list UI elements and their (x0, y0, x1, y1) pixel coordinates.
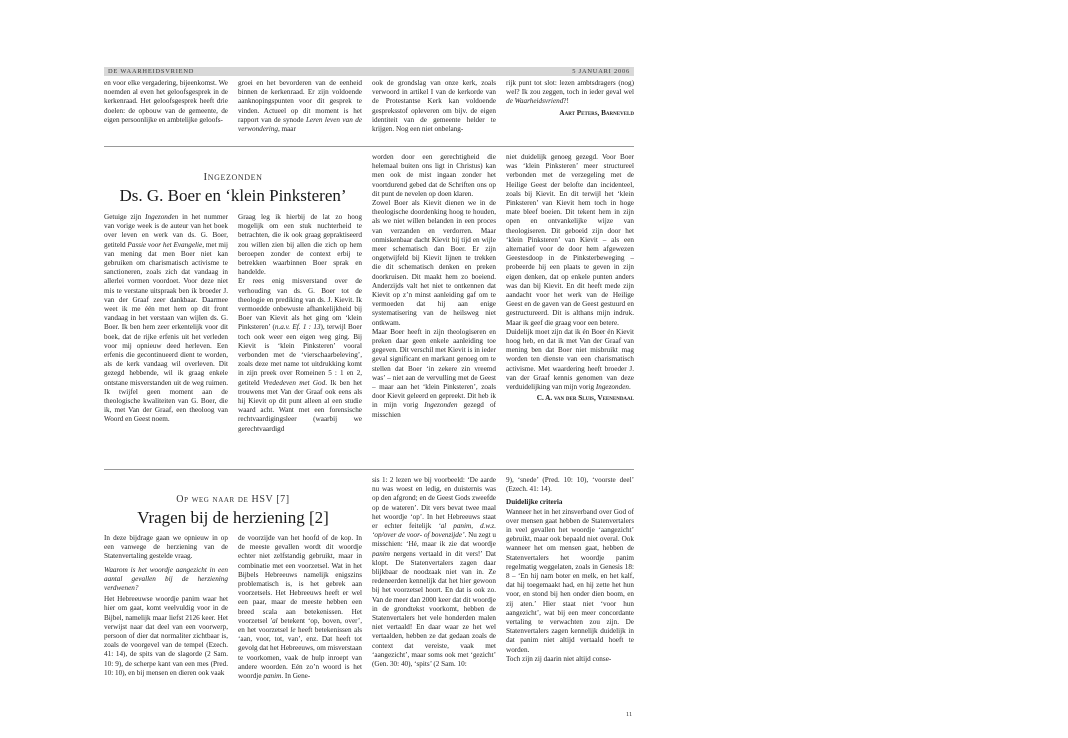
article1-column-2: Graag leg ik hierbij de lat zo hoog mogelijk om een stuk nuchterheid te betrachten, die ik ook graag gepraktiseerd zou willen zien bij allen die zich op hem beroepen zonder de context erbij te betrekken waarbinnen Boer sprak en handelde. Er rees enig misverstand over de verhouding van ds. G. Boer tot de theologie en prediking van ds. J. Kievit. Ik vermoedde onbewuste afhankelijkheid bij Boer van Kievit als het ging om ‘klein Pinksteren’ (n.a.v. Ef. 1 : 13), terwijl Boer toch ook weer een eigen weg ging. Bij Kievit is ‘klein Pinksteren’ vooral verbonden met de ‘vierschaarbeleving’, zoals deze met name tot uitdrukking komt in zijn preek over Romeinen 5 : 1 en 2, getiteld Vrededeven met God. Ik ben het trouwens met Van der Graaf ook eens als hij Kievit op dit punt alleen al een studie waard acht. Want met een forensische rechtvaardigingsleer (waarbij we gerechtvaardigd (238, 213, 362, 433)
article2-subhead: Duidelijke criteria (506, 498, 563, 507)
article1-kicker: Ingezonden (203, 171, 263, 183)
article2-column-2: de voorzijde van het hoofd of de kop. In de meeste gevallen wordt dit woordje echter niet zelfstandig gebruikt, maar in combinatie met een voorzetsel. Wat in het Bijbels Hebreeuws namelijk enigszins problematisch is, is het gebrek aan voorzetsels. Het Hebreeuws heeft er wel een paar, maar de meeste hebben een breed scala aan betekenissen. Het voorzetsel 'al betekent ‘op, boven, over’, en het voorzetsel le heeft betekenissen als ‘aan, voor, tot, van’, enz. Dat heeft tot gevolg dat het Hebreeuws, om misverstaan te voorkomen, vaak de hulp inroept van andere woorden. Eén zo’n woord is het woordje panim. In Gene- (238, 534, 362, 681)
article2-column-1: In deze bijdrage gaan we opnieuw in op een vanwege de herziening van de Statenvertaling gestelde vraag. Waarom is het woordje aangezicht in een aantal gevallen bij de herziening verdwenen? Het Hebreeuwse woordje panim waar het hier om gaat, komt veelvuldig voor in de Bijbel, namelijk maar liefst 2126 keer. Het verwijst naar dat deel van een voorwerp, persoon of dier dat normaliter zichtbaar is, zoals de voorgevel van de tempel (Ezech. 41: 14), de spits van de slagorde (2 Sam. 10: 9), de scherpe kant van een mes (Pred. 10: 10), en bij mensen en dieren ook vaak (104, 534, 228, 677)
publication-name: DE WAARHEIDSVRIEND (108, 68, 195, 75)
issue-date: 5 JANUARI 2006 (572, 68, 630, 75)
article1-column-3: worden door een gerechtigheid die helemaal buiten ons ligt in Christus) kan men ook de mist ingaan zonder het voortdurend gebed dat de Schriften ons op dit punt de nevelen op doen klaren. Zowel Boer als Kievit dienen we in de theologische doordenking hoog te houden, als we niet willen belanden in een proces van verzanden en verdorren. Maar onmiskenbaar dacht Kievit bij tijd en wijle meer schematisch dan Boer. Er zijn ongetwijfeld bij Kievit lijnen te trekken die dit schematisch denken en preken doorkruisen. Dit maakt hem zo boeiend. Anderzijds valt het niet te ontkennen dat Kievit op z’n minst aanleiding gaf om te vermoeden dat hij aan enige systematisering van de heilsweg niet ontkwam. Maar Boer heeft in zijn theologiseren en preken daar geen enkele aanleiding toe gegeven. Dit verschil met Kievit is in ieder geval significant en markant genoeg om te stellen dat Boer ‘in zekere zin vreemd was’ – niet aan de vervulling met de Geest – maar aan het ‘klein Pinksteren’, zoals door Kievit geleerd en gepreekt. Dit heb ik in mijn vorig Ingezonden gezegd of misschien (372, 153, 496, 419)
top-column-3: ook de grondslag van onze kerk, zoals verwoord in artikel I van de kerkorde van de Protestantse Kerk kan voldoende gespreksstof opleveren om bijv. de eigen identiteit van de gemeente helder te krijgen. Nog een niet onbelang- (372, 79, 496, 134)
article1-column-4: niet duidelijk genoeg gezegd. Voor Boer was ‘klein Pinksteren’ meer structureel verbonden met de verzegeling met de Heilige Geest der belofte dan incidenteel, zoals bij Kievit. En dit terwijl het ‘klein Pinksteren’ van Kievit hem toch in hoge mate bleef boeien. Dit tekent hem in zijn open en ontvankelijke wijze van theologiseren. Dit geboeid zijn door het ‘klein Pinksteren’ van Kievit – als een alternatief voor de door hem afgewezen Geestesdoop in de Pinksterbeweging – probeerde hij een plaats te geven in zijn eigen denken, dat op enkele punten anders was dan bij Kievit. En dit heeft mede zijn aandacht voor het werk van de Heilige Geest en de gaven van de Geest gestuurd en gestructureerd. Dit is althans mijn indruk. Maar ik geef die graag voor een betere. Duidelijk moet zijn dat ik én Boer én Kievit hoog heb, en dat ik met Van der Graaf van mening ben dat Boer niet misbruikt mag worden ten dienste van een charismatisch activisme. Met waardering heeft broeder J. van der Graaf kennis genomen van deze verduidelijking van mijn vorig Ingezonden. C. A. van der Sluis, Veenendaal (506, 153, 634, 403)
top-column-2: groei en het bevorderen van de eenheid binnen de kerkenraad. Er zijn voldoende aanknopingspunten voor dit gesprek te vinden. Actueel op dit moment is het rapport van de synode Leren leven van de verwondering, maar (238, 79, 362, 134)
top-column-4: rijk punt tot slot: lezen ambtsdragers (nog) wel? Ik zou zeggen, toch in ieder geval wel de Waarheidsvriend?! Aart Peters, Barneveld (506, 79, 634, 117)
article2-title: Vragen bij de herziening [2] (137, 508, 329, 527)
page-number: 11 (626, 711, 633, 718)
article2-column-4: 9), ‘snede’ (Pred. 10: 10), ‘voorste deel’ (Ezech. 41: 14). Duidelijke criteria Wanneer het in het zinsverband over God of over mensen gaat hebben de Statenvertalers in veel gevallen het woordje ‘aangezicht’ gebruikt, maar ook bepaald niet overal. Ook wanneer het om mensen gaat, hebben de Statenvertalers het woordje panim regelmatig weggelaten, zoals in Genesis 18: 8 – ‘En hij nam boter en melk, en het kalf, dat hij toegemaakt had, en hij zette het hun voor, en stond bij hen onder dien boom, en zij aten.’ Hier staat niet ‘voor hun aangezicht’, wat bij een meer concordante vertaling te verwachten zou zijn. De Statenvertalers zagen kennelijk duidelijk in dat panim niet altijd vertaald hoeft te worden. Toch zijn zij daarin niet altijd conse- (506, 476, 634, 663)
article2-kicker: Op weg naar de HSV [7] (176, 494, 290, 505)
article1-title: Ds. G. Boer en ‘klein Pinksteren’ (119, 186, 347, 205)
top-column-1: en voor elke vergadering, bijeenkomst. We noemden al even het geloofsgesprek in de kerkenraad. Het geloofsgesprek heeft drie doelen: de opbouw van de gemeente, de eigen persoonlijke en ambtelijke geloofs- (104, 79, 228, 124)
section-divider-1 (104, 146, 634, 147)
article2-column-3: sis 1: 2 lezen we bij voorbeeld: ‘De aarde nu was woest en ledig, en duisternis was op den afgrond; en de Geest Gods zweefde op de wateren’. Dit vers bevat twee maal het woordje ‘op’. In het Hebreeuws staat er echter feitelijk ‘al panim, d.w.z. ‘op/over de voor- of bovenzijde’. Nu zegt u misschien: ‘Hé, maar ik zie dat woordje panim nergens vertaald in dit vers!’ Dat klopt. De Statenvertalers zagen daar blijkbaar de noodzaak niet van in. Ze redeneerden kennelijk dat het hier gewoon bij het voorzetsel hoort. En dat is ook zo. Van de meer dan 2000 keer dat dit woordje in de grondtekst voorkomt, hebben de Statenvertalers het vele honderden malen niet vertaald! En daar waar ze het wel vertaalden, hebben ze dat gedaan zoals de context dat vereiste, vaak met ‘aangezicht’, maar soms ook met ‘gezicht’ (Gen. 30: 40), ‘spits’ (2 Sam. 10: (372, 476, 496, 669)
article1-column-1: Getuige zijn Ingezonden in het nummer van vorige week is de auteur van het boek over leven en werk van ds. G. Boer, getiteld Passie voor het Evangelie, met mij van mening dat men Boer niet kan gebruiken om charismatisch activisme te sanctioneren, zoals zich dat vandaag in allerlei vormen voordoet. Voor deze niet mis te verstane uitspraak ben ik broeder J. van der Graaf zeer dankbaar. Daarmee weet ik me één met hem op dit front vandaag in het verstaan van wijlen ds. G. Boer. Ik ben hem zeer erkentelijk voor dit boek, dat de rijke erfenis uit het verleden voor mij opnieuw deed herleven. Een erfenis die gecontinueerd dient te worden, als de kerk vandaag wil overleven. Dit gezegd hebbende, wil ik graag enkele ontstane misverstanden uit de weg ruimen. Ik twijfel geen moment aan de theologische kwaliteiten van G. Boer, die ik, met Van der Graaf, een theoloog van Woord en Geest noem. (104, 213, 228, 424)
running-header (104, 67, 634, 76)
signature-van-der-sluis: C. A. van der Sluis, Veenendaal (536, 394, 634, 403)
section-divider-2 (104, 469, 634, 470)
signature-peters: Aart Peters, Barneveld (559, 108, 634, 117)
